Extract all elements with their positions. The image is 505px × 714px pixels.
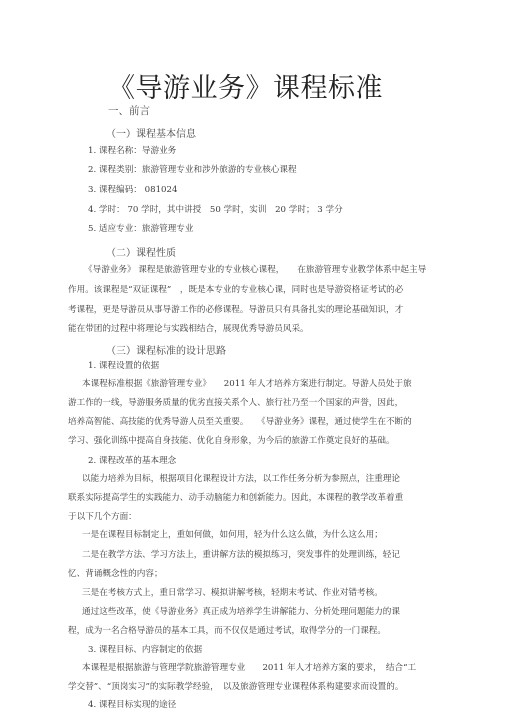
info-line: 2. 课程类别：旅游管理专业和涉外旅游的专业核心课程	[88, 165, 297, 175]
info-line: 3. 课程编码： 081024	[88, 185, 178, 195]
subsection-heading-design-ideas: （三）课程标准的设计思路	[106, 346, 226, 357]
paragraph-line: 程，成为一名合格导游员的基本工具，而不仅仅是通过考试，取得学分的一门课程。	[68, 626, 386, 636]
paragraph-line: 一是在课程目标制定上，重如何做，如何用，轻为什么这么做，为什么这么用；	[82, 530, 383, 540]
info-line: 1. 课程名称：导游业务	[88, 146, 177, 156]
paragraph-line: 通过这些改革，使《导游业务》真正成为培养学生讲解能力、分析处理问题能力的课	[82, 607, 400, 617]
subsection-heading-basic-info: （一）课程基本信息	[106, 129, 196, 140]
paragraph-line: 二是在教学方法、学习方法上，重讲解方法的模拟练习，突发事件的处理训练，轻记	[82, 550, 400, 560]
paragraph-line: 培养高智能、高技能的优秀导游人员至关重要。 《导游业务》课程，通过使学生在不断的	[68, 417, 412, 427]
numbered-heading: 1. 课程设置的依据	[88, 361, 160, 371]
paragraph-line: 游工作的一线，导游服务质量的优劣直接关系个人、旅行社乃至一个国家的声誉，因此，	[68, 398, 404, 408]
paragraph-line: 本课程是根据旅游与管理学院旅游管理专业 2011 年人才培养方案的要求， 结合“工	[82, 663, 417, 673]
paragraph-line: 作用。该课程是“双证课程” ，既是本专业的专业核心课，同时也是导游资格证考试的必	[68, 285, 404, 295]
section-heading-preface: 一、前言	[108, 105, 150, 117]
paragraph-line: 联系实际提高学生的实践能力、动手动脑能力和创新能力。因此，本课程的教学改革着重	[68, 493, 404, 503]
paragraph-line: 忆、背诵概念性的内容；	[68, 569, 163, 579]
numbered-heading: 2. 课程改革的基本理念	[88, 456, 177, 466]
paragraph-line: 能在带团的过程中将理论与实践相结合，展现优秀导游员风采。	[68, 324, 309, 334]
paragraph-line: 学习、强化训练中提高自身技能、优化自身形象，为今后的旅游工作奠定良好的基础。	[68, 436, 395, 446]
info-line: 5. 适应专业：旅游管理专业	[88, 224, 194, 234]
info-line: 4. 学时： 70 学时，其中讲授 50 学时，实训 20 学时； 3 学分	[88, 205, 343, 215]
paragraph-line: 本课程标准根据《旅游管理专业》 2011 年人才培养方案进行制定。导游人员处于旅	[82, 379, 412, 389]
paragraph-line: 于以下几个方面：	[68, 512, 137, 522]
paragraph-line: 以能力培养为目标，根据项目化课程设计方法，以工作任务分析为参照点，注重理论	[82, 474, 400, 484]
page-title: 《导游业务》课程标准	[108, 73, 383, 104]
subsection-heading-course-nature: （二）课程性质	[106, 248, 176, 259]
numbered-heading: 3. 课程目标、内容制定的依据	[88, 645, 203, 655]
paragraph-line: 学交替”、“顶岗实习”的实际教学经验， 以及旅游管理专业课程体系构建要求而设置的。	[68, 682, 404, 692]
numbered-heading: 4. 课程目标实现的途径	[88, 700, 177, 710]
paragraph-line: 考课程，更是导游员从事导游工作的必修课程。导游员只有具备扎实的理论基础知识，才	[68, 305, 404, 315]
paragraph-line: 三是在考核方式上，重日常学习、模拟讲解考核，轻期末考试、作业对错考核。	[82, 588, 383, 598]
paragraph-line: 《导游业务》 课程是旅游管理专业的专业核心课程， 在旅游管理专业教学体系中起主导	[84, 265, 427, 275]
